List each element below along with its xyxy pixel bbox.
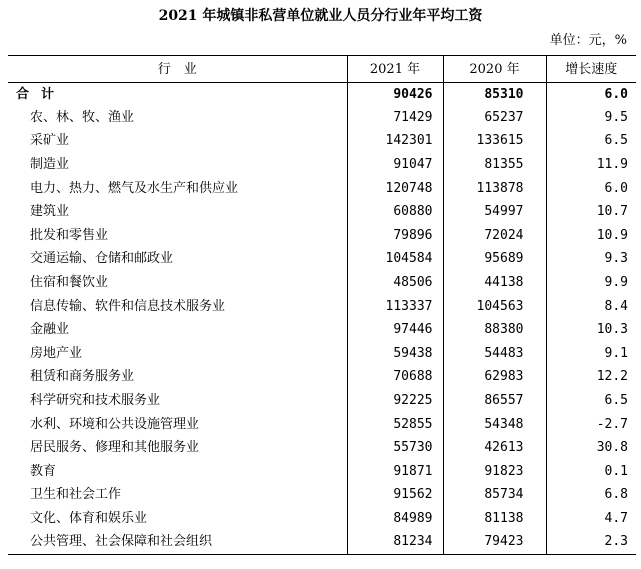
- table-row: [8, 436, 636, 460]
- table-row: [8, 413, 636, 437]
- table-row: [8, 177, 636, 201]
- table-row: [8, 342, 636, 366]
- cell-2020: 54348: [443, 413, 546, 437]
- cell-industry: 批发和零售业: [30, 227, 109, 243]
- cell-2021: 84989: [347, 507, 443, 531]
- cell-industry: 居民服务、修理和其他服务业: [30, 440, 200, 456]
- cell-industry: 制造业: [30, 157, 70, 173]
- table-body: [8, 83, 636, 555]
- table-row: [8, 389, 636, 413]
- cell-growth: 2.3: [546, 531, 636, 555]
- cell-growth: 6.5: [546, 389, 636, 413]
- cell-2020: 95689: [443, 248, 546, 272]
- table-row: [8, 200, 636, 224]
- cell-industry: 合计: [16, 86, 67, 102]
- table-row: [8, 106, 636, 130]
- cell-growth: 4.7: [546, 507, 636, 531]
- cell-growth: 10.7: [546, 200, 636, 224]
- cell-industry: 租赁和商务服务业: [30, 369, 135, 385]
- cell-growth: 6.0: [546, 83, 636, 107]
- cell-industry: 金融业: [30, 322, 70, 338]
- cell-industry: 科学研究和技术服务业: [30, 393, 161, 409]
- cell-2021: 97446: [347, 318, 443, 342]
- cell-2021: 91562: [347, 484, 443, 508]
- header-industry: 行 业: [8, 56, 347, 83]
- cell-industry: 卫生和社会工作: [30, 487, 122, 503]
- cell-industry: 建筑业: [30, 204, 70, 220]
- cell-2020: 44138: [443, 271, 546, 295]
- table-row: [8, 248, 636, 272]
- cell-growth: 12.2: [546, 366, 636, 390]
- cell-2020: 85734: [443, 484, 546, 508]
- cell-growth: 6.8: [546, 484, 636, 508]
- cell-industry: 信息传输、软件和信息技术服务业: [30, 298, 226, 314]
- cell-2020: 88380: [443, 318, 546, 342]
- cell-2020: 104563: [443, 295, 546, 319]
- cell-2020: 133615: [443, 130, 546, 154]
- cell-2021: 91047: [347, 153, 443, 177]
- cell-2021: 55730: [347, 436, 443, 460]
- cell-industry: 农、林、牧、渔业: [30, 109, 135, 125]
- cell-2021: 59438: [347, 342, 443, 366]
- cell-2020: 81355: [443, 153, 546, 177]
- cell-2021: 92225: [347, 389, 443, 413]
- cell-growth: 10.9: [546, 224, 636, 248]
- cell-industry: 教育: [30, 463, 57, 479]
- cell-growth: 10.3: [546, 318, 636, 342]
- cell-2021: 120748: [347, 177, 443, 201]
- cell-2021: 48506: [347, 271, 443, 295]
- header-2021: 2021 年: [347, 56, 443, 83]
- cell-2021: 142301: [347, 130, 443, 154]
- cell-growth: -2.7: [546, 413, 636, 437]
- cell-industry: 交通运输、仓储和邮政业: [30, 251, 174, 267]
- cell-2021: 90426: [347, 83, 443, 107]
- table-header-row: [8, 56, 636, 83]
- cell-2020: 62983: [443, 366, 546, 390]
- table-row: [8, 271, 636, 295]
- table-row: [8, 224, 636, 248]
- cell-2020: 85310: [443, 83, 546, 107]
- page-title: 2021 年城镇非私营单位就业人员分行业年平均工资: [158, 8, 483, 24]
- cell-growth: 6.5: [546, 130, 636, 154]
- header-growth: 增长速度: [546, 56, 636, 83]
- cell-growth: 11.9: [546, 153, 636, 177]
- table-row: [8, 366, 636, 390]
- cell-2020: 65237: [443, 106, 546, 130]
- cell-2021: 60880: [347, 200, 443, 224]
- cell-growth: 9.9: [546, 271, 636, 295]
- cell-2020: 42613: [443, 436, 546, 460]
- cell-2021: 79896: [347, 224, 443, 248]
- cell-industry: 电力、热力、燃气及水生产和供应业: [30, 180, 239, 196]
- cell-2020: 54483: [443, 342, 546, 366]
- cell-industry: 采矿业: [30, 133, 70, 149]
- cell-2020: 86557: [443, 389, 546, 413]
- cell-industry: 水利、环境和公共设施管理业: [30, 416, 200, 432]
- cell-industry: 房地产业: [30, 345, 83, 361]
- cell-growth: 8.4: [546, 295, 636, 319]
- table-row: [8, 295, 636, 319]
- table-row: [8, 460, 636, 484]
- table-row: [8, 507, 636, 531]
- cell-2021: 104584: [347, 248, 443, 272]
- cell-industry: 住宿和餐饮业: [30, 275, 109, 291]
- cell-2021: 91871: [347, 460, 443, 484]
- table-row: [8, 531, 636, 555]
- cell-2020: 81138: [443, 507, 546, 531]
- cell-2020: 91823: [443, 460, 546, 484]
- table-row: [8, 318, 636, 342]
- cell-2020: 79423: [443, 531, 546, 555]
- cell-2021: 81234: [347, 531, 443, 555]
- table-row: [8, 130, 636, 154]
- table-row-total: [8, 83, 636, 107]
- cell-2020: 72024: [443, 224, 546, 248]
- cell-2020: 54997: [443, 200, 546, 224]
- cell-2021: 113337: [347, 295, 443, 319]
- cell-growth: 6.0: [546, 177, 636, 201]
- cell-growth: 9.1: [546, 342, 636, 366]
- cell-growth: 9.3: [546, 248, 636, 272]
- wage-table: [8, 55, 636, 555]
- unit-label: 单位：元，%: [549, 33, 627, 48]
- cell-industry: 公共管理、社会保障和社会组织: [8, 531, 347, 555]
- cell-growth: 0.1: [546, 460, 636, 484]
- cell-industry: 文化、体育和娱乐业: [30, 510, 148, 526]
- table-row: [8, 153, 636, 177]
- cell-2020: 113878: [443, 177, 546, 201]
- header-2020: 2020 年: [443, 56, 546, 83]
- table-row: [8, 484, 636, 508]
- cell-2021: 52855: [347, 413, 443, 437]
- cell-growth: 9.5: [546, 106, 636, 130]
- cell-2021: 70688: [347, 366, 443, 390]
- cell-growth: 30.8: [546, 436, 636, 460]
- cell-2021: 71429: [347, 106, 443, 130]
